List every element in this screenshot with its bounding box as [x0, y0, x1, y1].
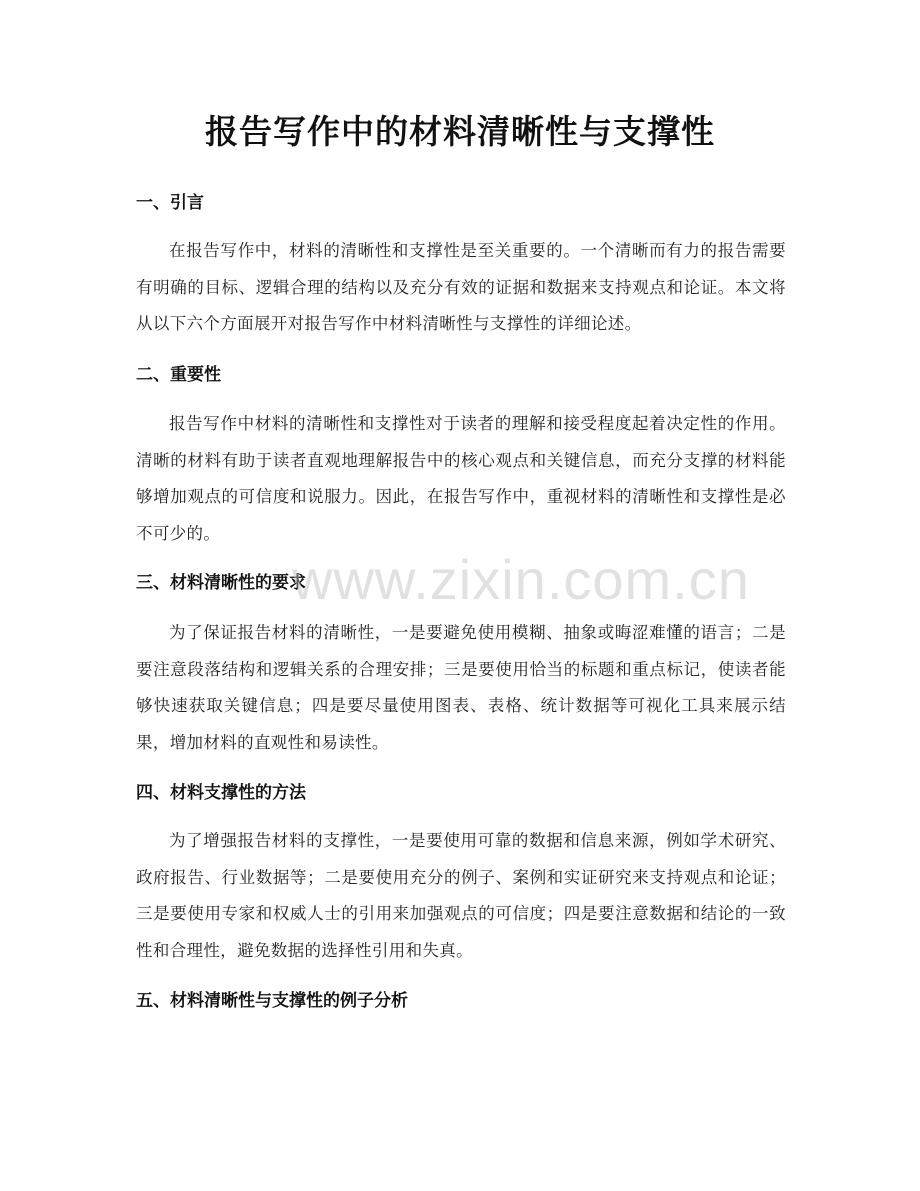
section-heading-support-methods: 四、材料支撑性的方法: [136, 783, 306, 803]
section-paragraph-importance: 报告写作中材料的清晰性和支撑性对于读者的理解和接受程度起着决定性的作用。清晰的材料有助于读者直观地理解报告中的核心观点和关键信息，而充分支撑的材料能够增加观点的可信度和说服力。因此，在报告写作中，重视材料的清晰性和支撑性是必不可少的。: [136, 414, 786, 543]
section-paragraph-clarity-requirements: 为了保证报告材料的清晰性，一是要避免使用模糊、抽象或晦涩难懂的语言；二是要注意段落结构和逻辑关系的合理安排；三是要使用恰当的标题和重点标记，使读者能够快速获取关键信息；四是要尽量使用图表、表格、统计数据等可视化工具来展示结果，增加材料的直观性和易读性。: [136, 623, 786, 752]
section-heading-example-analysis: 五、材料清晰性与支撑性的例子分析: [136, 991, 408, 1011]
section-paragraph-intro: 在报告写作中，材料的清晰性和支撑性是至关重要的。一个清晰而有力的报告需要有明确的目标、逻辑合理的结构以及充分有效的证据和数据来支持观点和论证。本文将从以下六个方面展开对报告写作中材料清晰性与支撑性的详细论述。: [136, 241, 786, 333]
section-heading-intro: 一、引言: [136, 193, 204, 213]
document-title: 报告写作中的材料清晰性与支撑性: [205, 112, 715, 151]
section-heading-importance: 二、重要性: [136, 365, 221, 385]
section-heading-clarity-requirements: 三、材料清晰性的要求: [136, 573, 306, 593]
section-paragraph-support-methods: 为了增强报告材料的支撑性，一是要使用可靠的数据和信息来源，例如学术研究、政府报告、行业数据等；二是要使用充分的例子、案例和实证研究来支持观点和论证；三是要使用专家和权威人士的引用来加强观点的可信度；四是要注意数据和结论的一致性和合理性，避免数据的选择性引用和失真。: [136, 831, 786, 960]
watermark-text: www.zixin.com.cn: [292, 548, 750, 611]
